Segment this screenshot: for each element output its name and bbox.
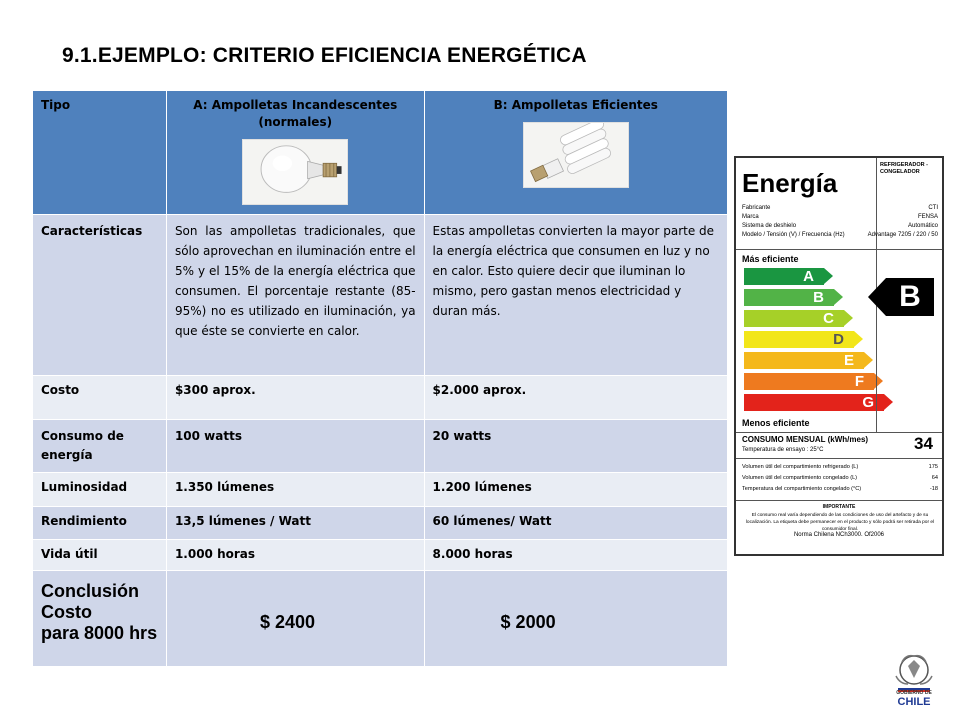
efficiency-bar-f: F: [744, 373, 874, 390]
separator: [736, 500, 942, 501]
cell-b: 20 watts: [424, 420, 727, 473]
info-row: [742, 213, 938, 222]
info-value: Advantage 7205 / 220 / 50: [867, 232, 938, 238]
efficiency-bar-g: G: [744, 394, 884, 411]
logo-text: [884, 690, 944, 708]
cell-b: Estas ampolletas convierten la mayor parte de la energía eléctrica que consumen en luz y no en calor. Esto quiere decir que iluminan lo mismo, pero gastan menos electricidad y duran más.: [424, 215, 727, 376]
conclusion-label-line2: Costo: [41, 602, 92, 622]
row-costo: [33, 376, 728, 420]
importante-label: IMPORTANTE: [822, 504, 856, 510]
row-label: Vida útil: [33, 540, 167, 571]
volume-value: 175: [928, 464, 938, 470]
info-value: FENSA: [917, 214, 938, 220]
separator: [736, 432, 942, 433]
norma-label: Norma Chilena NCh3000. Of2006: [793, 532, 885, 538]
cell-a: Son las ampolletas tradicionales, que sólo aprovechan en iluminación entre el 5% y el 15% de la energía eléctrica que consumen. El porcentaje restante (85-95%) no es utilizado en iluminación, ya que éste se convierte en calor.: [166, 215, 424, 376]
table-header-row: [33, 91, 728, 215]
volumes-list: [742, 462, 938, 495]
efficiency-bar-b: B: [744, 289, 834, 306]
logo-text-line1: GOBIERNO DE: [896, 690, 932, 696]
cell-b: $2.000 aprox.: [424, 376, 727, 420]
page-title: 9.1.EJEMPLO: CRITERIO EFICIENCIA ENERGÉTICA: [62, 44, 587, 67]
cell-b: 8.000 horas: [424, 540, 727, 571]
cell-b: 1.200 lúmenes: [424, 473, 727, 507]
info-key: Marca: [742, 214, 759, 220]
header-efficient: [424, 91, 727, 215]
energy-label-info: [742, 204, 938, 240]
info-value: CTI: [928, 205, 938, 211]
row-label: Características: [33, 215, 167, 376]
cell-a: 1.000 horas: [166, 540, 424, 571]
conclusion-label-line1: Conclusión: [41, 581, 139, 601]
info-key: Modelo / Tensión (V) / Frecuencia (Hz): [742, 232, 845, 238]
info-row: [742, 204, 938, 213]
volume-row: [742, 473, 938, 484]
row-rendimiento: [33, 507, 728, 540]
energy-label: [734, 156, 944, 556]
conclusion-label-line3: para 8000 hrs: [41, 623, 158, 643]
volume-key: Volumen útil del compartimiento congelado (L): [742, 475, 858, 481]
info-key: Fabricante: [742, 205, 771, 211]
efficiency-bar-c: C: [744, 310, 844, 327]
row-label: Costo: [33, 376, 167, 420]
volume-row: [742, 484, 938, 495]
incandescent-bulb-image: [242, 139, 348, 205]
energy-label-title: Energía: [742, 168, 838, 198]
row-label: Luminosidad: [33, 473, 167, 507]
temp-ensayo: Temperatura de ensayo : 25°C: [742, 447, 824, 453]
importante-note: El consumo real varía dependiendo de las condiciones de uso del artefacto y de su localización. La etiqueta debe permanecer en el producto y sólo podrá ser retirada por el consumidor final.: [745, 513, 935, 532]
row-consumo: [33, 420, 728, 473]
info-row: [742, 222, 938, 231]
efficiency-bar-d: D: [744, 331, 854, 348]
volume-value: -18: [929, 486, 938, 492]
logo-text-line2: CHILE: [897, 696, 931, 708]
volume-value: 64: [931, 475, 938, 481]
cell-a: 1.350 lúmenes: [166, 473, 424, 507]
cell-b: 60 lúmenes/ Watt: [424, 507, 727, 540]
conclusion-label: [33, 571, 167, 667]
row-caracteristicas: [33, 215, 728, 376]
row-conclusion: [33, 571, 728, 667]
cell-a: 13,5 lúmenes / Watt: [166, 507, 424, 540]
rating-badge: B: [886, 278, 934, 316]
energy-label-side-title: REFRIGERADOR - CONGELADOR: [880, 162, 928, 175]
cell-a: $300 aprox.: [166, 376, 424, 420]
info-value: Automático: [907, 223, 938, 229]
info-row: [742, 231, 938, 240]
mas-eficiente-label: Más eficiente: [742, 254, 799, 264]
consumo-label: CONSUMO MENSUAL (kWh/mes): [742, 435, 869, 444]
info-key: Sistema de deshielo: [742, 223, 797, 229]
header-incandescent-label: A: Ampolletas Incandescentes (normales): [193, 98, 398, 129]
conclusion-a: $ 2400: [166, 571, 424, 667]
row-luminosidad: [33, 473, 728, 507]
volume-key: Temperatura del compartimiento congelado (°C): [742, 486, 862, 492]
comparison-table: [32, 90, 728, 667]
header-efficient-label: B: Ampolletas Eficientes: [493, 98, 658, 112]
efficiency-bar-e: E: [744, 352, 864, 369]
conclusion-b: $ 2000: [424, 571, 727, 667]
row-vida-util: [33, 540, 728, 571]
row-label: Consumo de energía: [33, 420, 167, 473]
header-incandescent: [166, 91, 424, 215]
row-label: Rendimiento: [33, 507, 167, 540]
cell-a: 100 watts: [166, 420, 424, 473]
volume-key: Volumen útil del compartimiento refrigerado (L): [742, 464, 859, 470]
volume-row: [742, 462, 938, 473]
separator: [736, 458, 942, 459]
header-tipo: Tipo: [33, 91, 167, 215]
menos-eficiente-label: Menos eficiente: [742, 418, 810, 428]
efficiency-bar-a: A: [744, 268, 824, 285]
efficient-bulb-image: [523, 122, 629, 188]
consumo-value: 34: [914, 434, 933, 453]
